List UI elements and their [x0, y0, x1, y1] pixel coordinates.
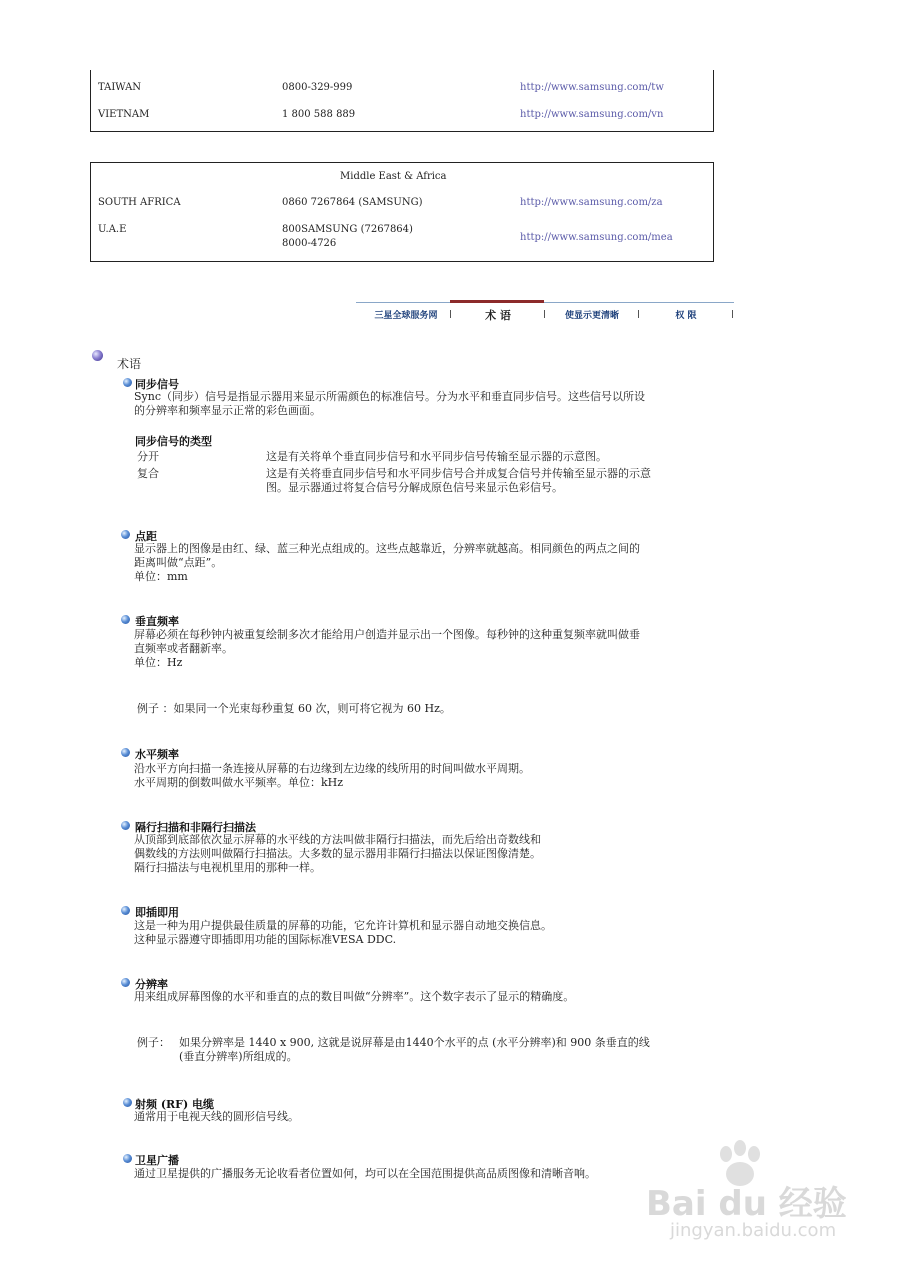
- term-desc-dot-pitch: [134, 542, 640, 584]
- desc-line: 这种显示器遵守即插即用功能的国际标准VESA DDC.: [134, 933, 397, 946]
- term-desc-interlace: [134, 833, 541, 875]
- desc-line: 隔行扫描法与电视机里用的那种一样。: [134, 861, 321, 874]
- term-desc-sync: [134, 390, 645, 418]
- desc-line: 通常用于电视天线的圆形信号线。: [134, 1110, 299, 1123]
- term-bullet-icon: [121, 906, 130, 915]
- sync-type-desc: [266, 467, 651, 495]
- sync-type-name: 分开: [137, 450, 159, 463]
- desc-line: 单位：Hz: [134, 656, 183, 669]
- term-bullet-icon: [121, 821, 130, 830]
- resolution-example-text: [179, 1036, 650, 1064]
- phone-cell: 800SAMSUNG (7267864): [282, 224, 413, 235]
- nav-tab-clear-display[interactable]: 使显示更清晰: [564, 311, 619, 321]
- term-bullet-icon: [121, 748, 130, 757]
- term-bullet-icon: [121, 530, 130, 539]
- country-cell: U.A.E: [98, 224, 127, 235]
- desc-line: 沿水平方向扫描一条连接从屏幕的右边缘到左边缘的线所用的时间叫做水平周期。: [134, 762, 530, 775]
- term-desc-horizontal-frequency: [134, 762, 530, 790]
- country-cell: TAIWAN: [98, 82, 142, 93]
- nav-tab-samsung-service[interactable]: 三星全球服务网: [374, 311, 438, 321]
- term-title-plug-and-play: 即插即用: [135, 906, 179, 919]
- term-title-resolution: 分辨率: [135, 978, 168, 991]
- nav-separator: [732, 310, 733, 318]
- desc-line: 这是有关将单个垂直同步信号和水平同步信号传输至显示器的示意图。: [266, 450, 607, 463]
- term-desc-resolution: [134, 990, 574, 1004]
- desc-line: 这是有关将垂直同步信号和水平同步信号合并成复合信号并传输至显示器的示意: [266, 467, 651, 480]
- watermark-brand: Bai du 经验: [646, 1184, 847, 1224]
- nav-tab-terms[interactable]: 术 语: [485, 309, 511, 322]
- term-title-horizontal-frequency: 水平频率: [135, 748, 179, 761]
- nav-active-indicator: [450, 300, 544, 303]
- region-heading: Middle East & Africa: [340, 171, 447, 182]
- term-title-rf-cable: 射频 (RF) 电缆: [135, 1098, 215, 1111]
- phone-cell: 0800-329-999: [282, 82, 353, 93]
- term-desc-vertical-frequency: [134, 628, 640, 670]
- term-desc-rf-cable: [134, 1110, 299, 1124]
- section-title: 术语: [117, 357, 142, 371]
- term-bullet-icon: [123, 378, 132, 387]
- section-bullet-icon: [92, 350, 103, 361]
- country-cell: VIETNAM: [98, 109, 150, 120]
- term-bullet-icon: [121, 615, 130, 624]
- mea-contact-table: [90, 162, 714, 262]
- country-cell: SOUTH AFRICA: [98, 197, 181, 208]
- desc-line: 的分辨率和频率显示正常的彩色画面。: [134, 404, 321, 417]
- website-link[interactable]: http://www.samsung.com/za: [520, 197, 663, 208]
- website-link[interactable]: http://www.samsung.com/vn: [520, 109, 664, 120]
- nav-separator: [450, 310, 451, 318]
- resolution-example-label: 例子：: [137, 1036, 170, 1049]
- vfreq-example: 例子 ：如果同一个光束每秒重复 60 次，则可将它视为 60 Hz。: [137, 702, 451, 715]
- asia-contact-table: [90, 70, 714, 132]
- nav-separator: [638, 310, 639, 318]
- term-desc-satellite: [134, 1167, 596, 1181]
- term-title-dot-pitch: 点距: [135, 530, 157, 543]
- term-desc-plug-and-play: [134, 919, 552, 947]
- phone-cell-secondary: 8000-4726: [282, 238, 337, 249]
- term-title-satellite: 卫星广播: [135, 1154, 179, 1167]
- desc-line: 距离叫做“点距”。: [134, 556, 223, 569]
- website-link[interactable]: http://www.samsung.com/tw: [520, 82, 664, 93]
- term-title-sync: 同步信号: [135, 378, 179, 391]
- desc-line: 用来组成屏幕图像的水平和垂直的点的数目叫做“分辨率”。这个数字表示了显示的精确度。: [134, 990, 575, 1003]
- desc-line: 偶数线的方法则叫做隔行扫描法。大多数的显示器用非隔行扫描法以保证图像清楚。: [134, 847, 541, 860]
- term-bullet-icon: [121, 978, 130, 987]
- desc-line: (垂直分辨率)所组成的。: [179, 1050, 298, 1063]
- desc-line: 如果分辨率是 1440 x 900, 这就是说屏幕是由1440个水平的点 (水平分辨率)和 900 条垂直的线: [179, 1036, 650, 1049]
- desc-line: 单位：mm: [134, 570, 188, 583]
- nav-divider-line: [356, 302, 734, 303]
- nav-separator: [544, 310, 545, 318]
- desc-line: 这是一种为用户提供最佳质量的屏幕的功能，它允许计算机和显示器自动地交换信息。: [134, 919, 552, 932]
- phone-cell: 0860 7267864 (SAMSUNG): [282, 197, 423, 208]
- term-title-vertical-frequency: 垂直频率: [135, 615, 179, 628]
- desc-line: 图。显示器通过将复合信号分解成原色信号来显示色彩信号。: [266, 481, 563, 494]
- term-bullet-icon: [123, 1154, 132, 1163]
- desc-line: 直频率或者翻新率。: [134, 642, 233, 655]
- desc-line: 屏幕必须在每秒钟内被重复绘制多次才能给用户创造并显示出一个图像。每秒钟的这种重复频率就叫做垂: [134, 628, 640, 641]
- desc-line: 从顶部到底部依次显示屏幕的水平线的方法叫做非隔行扫描法，而先后给出奇数线和: [134, 833, 541, 846]
- sync-type-name: 复合: [137, 467, 159, 480]
- website-link[interactable]: http://www.samsung.com/mea: [520, 232, 673, 243]
- sync-type-desc: [266, 450, 607, 464]
- desc-line: 水平周期的倒数叫做水平频率。单位：kHz: [134, 776, 344, 789]
- desc-line: 显示器上的图像是由红、绿、蓝三种光点组成的。这些点越靠近，分辨率就越高。相同颜色的两点之间的: [134, 542, 640, 555]
- desc-line: Sync（同步）信号是指显示器用来显示所需颜色的标准信号。分为水平和垂直同步信号。这些信号以所设: [134, 390, 645, 403]
- baidu-watermark: [640, 1140, 890, 1250]
- sync-types-title: 同步信号的类型: [135, 435, 212, 448]
- nav-tab-rights[interactable]: 权 限: [675, 311, 697, 321]
- watermark-url: jingyan.baidu.com: [670, 1220, 837, 1241]
- phone-cell: 1 800 588 889: [282, 109, 356, 120]
- desc-line: 通过卫星提供的广播服务无论收看者位置如何，均可以在全国范围提供高品质图像和清晰音响。: [134, 1167, 596, 1180]
- term-bullet-icon: [123, 1098, 132, 1107]
- section-nav: [356, 298, 734, 324]
- term-title-interlace: 隔行扫描和非隔行扫描法: [135, 821, 256, 834]
